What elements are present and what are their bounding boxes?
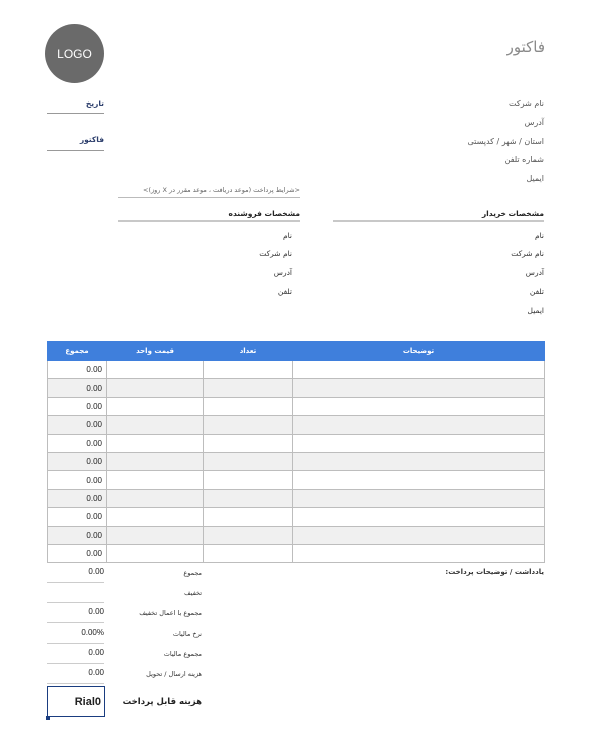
row-description[interactable] — [293, 489, 545, 507]
row-quantity[interactable] — [204, 526, 293, 544]
table-row — [48, 544, 545, 562]
row-quantity[interactable] — [204, 489, 293, 507]
company-logo: LOGO — [45, 24, 104, 83]
row-description[interactable] — [293, 361, 545, 379]
row-total[interactable]: 0.00 — [48, 508, 107, 526]
date-field[interactable] — [47, 113, 104, 114]
row-quantity[interactable] — [204, 379, 293, 397]
row-quantity[interactable] — [204, 416, 293, 434]
row-total[interactable]: 0.00 — [48, 361, 107, 379]
row-description[interactable] — [293, 397, 545, 415]
table-row — [48, 397, 545, 415]
row-total[interactable]: 0.00 — [48, 434, 107, 452]
total-due-label: هزینه قابل پرداخت — [122, 697, 202, 707]
seller-address[interactable]: آدرس — [273, 268, 292, 277]
header-description: توضیحات — [293, 342, 545, 361]
invoice-title: فاکتور — [506, 38, 545, 56]
payment-terms: <شرایط پرداخت (موعد دریافت ، موعد مقرر در X روز)> — [143, 186, 300, 194]
row-description[interactable] — [293, 434, 545, 452]
buyer-title: مشخصات خریدار — [481, 209, 544, 218]
table-row — [48, 434, 545, 452]
seller-phone[interactable]: تلفن — [277, 287, 292, 296]
row-unit-price[interactable] — [107, 544, 204, 562]
row-unit-price[interactable] — [107, 489, 204, 507]
row-unit-price[interactable] — [107, 471, 204, 489]
row-unit-price[interactable] — [107, 397, 204, 415]
summary-subtotal-value[interactable]: 0.00 — [47, 562, 104, 583]
buyer-company[interactable]: نام شرکت — [511, 249, 544, 258]
row-unit-price[interactable] — [107, 416, 204, 434]
header-total: مجموع — [48, 342, 107, 361]
table-row — [48, 379, 545, 397]
summary-after-discount-value[interactable]: 0.00 — [47, 602, 104, 623]
row-quantity[interactable] — [204, 361, 293, 379]
row-total[interactable]: 0.00 — [48, 379, 107, 397]
business-email: ایمیل — [526, 174, 544, 183]
row-quantity[interactable] — [204, 397, 293, 415]
summary-tax-total-label: مجموع مالیات — [163, 650, 202, 658]
table-row — [48, 471, 545, 489]
row-total[interactable]: 0.00 — [48, 416, 107, 434]
row-description[interactable] — [293, 452, 545, 470]
row-unit-price[interactable] — [107, 379, 204, 397]
buyer-phone[interactable]: تلفن — [529, 287, 544, 296]
buyer-email[interactable]: ایمیل — [527, 306, 544, 315]
row-total[interactable]: 0.00 — [48, 397, 107, 415]
row-total[interactable]: 0.00 — [48, 489, 107, 507]
row-quantity[interactable] — [204, 471, 293, 489]
row-quantity[interactable] — [204, 452, 293, 470]
row-unit-price[interactable] — [107, 434, 204, 452]
seller-name[interactable]: نام — [282, 231, 292, 240]
table-row — [48, 452, 545, 470]
row-total[interactable]: 0.00 — [48, 544, 107, 562]
items-table — [47, 341, 545, 563]
row-description[interactable] — [293, 526, 545, 544]
business-name: نام شرکت — [509, 99, 544, 108]
invoice-number-label: فاکتور — [79, 135, 104, 144]
row-total[interactable]: 0.00 — [48, 526, 107, 544]
row-total[interactable]: 0.00 — [48, 452, 107, 470]
row-quantity[interactable] — [204, 508, 293, 526]
row-description[interactable] — [293, 416, 545, 434]
row-total[interactable]: 0.00 — [48, 471, 107, 489]
row-unit-price[interactable] — [107, 508, 204, 526]
row-unit-price[interactable] — [107, 452, 204, 470]
summary-tax-total-value[interactable]: 0.00 — [47, 643, 104, 664]
summary-tax-rate-value[interactable]: 0.00% — [47, 623, 104, 644]
row-quantity[interactable] — [204, 434, 293, 452]
total-due-value[interactable]: Rial0 — [47, 686, 105, 717]
seller-divider — [118, 220, 300, 222]
summary-tax-rate-label: نرخ مالیات — [172, 630, 202, 638]
table-row — [48, 361, 545, 379]
row-quantity[interactable] — [204, 544, 293, 562]
buyer-divider — [333, 220, 544, 222]
table-header — [48, 342, 545, 361]
summary-shipping-label: هزینه ارسال / تحویل — [146, 670, 202, 678]
row-unit-price[interactable] — [107, 361, 204, 379]
summary-discount-label: تخفیف — [184, 589, 202, 597]
business-city: استان / شهر / کدپستی — [467, 137, 544, 146]
row-description[interactable] — [293, 379, 545, 397]
summary-shipping-value[interactable]: 0.00 — [47, 663, 104, 684]
payment-notes-label: یادداشت / توضیحات پرداخت: — [445, 568, 544, 576]
seller-company[interactable]: نام شرکت — [259, 249, 292, 258]
header-unit-price: قیمت واحد — [107, 342, 204, 361]
summary-subtotal-label: مجموع — [183, 569, 202, 577]
row-description[interactable] — [293, 508, 545, 526]
table-row — [48, 508, 545, 526]
terms-underline — [118, 197, 300, 198]
seller-title: مشخصات فروشنده — [228, 209, 300, 218]
table-row — [48, 416, 545, 434]
selection-handle[interactable] — [46, 716, 50, 720]
date-label: تاریخ — [85, 99, 104, 108]
row-description[interactable] — [293, 471, 545, 489]
buyer-address[interactable]: آدرس — [525, 268, 544, 277]
invoice-number-field[interactable] — [47, 150, 104, 151]
buyer-name[interactable]: نام — [534, 231, 544, 240]
row-description[interactable] — [293, 544, 545, 562]
table-row — [48, 526, 545, 544]
table-row — [48, 489, 545, 507]
header-quantity: تعداد — [204, 342, 293, 361]
summary-after-discount-label: مجموع با اعمال تخفیف — [139, 609, 202, 617]
row-unit-price[interactable] — [107, 526, 204, 544]
business-address: آدرس — [524, 118, 544, 127]
business-phone: شماره تلفن — [504, 155, 544, 164]
summary-discount-value[interactable] — [47, 582, 104, 603]
